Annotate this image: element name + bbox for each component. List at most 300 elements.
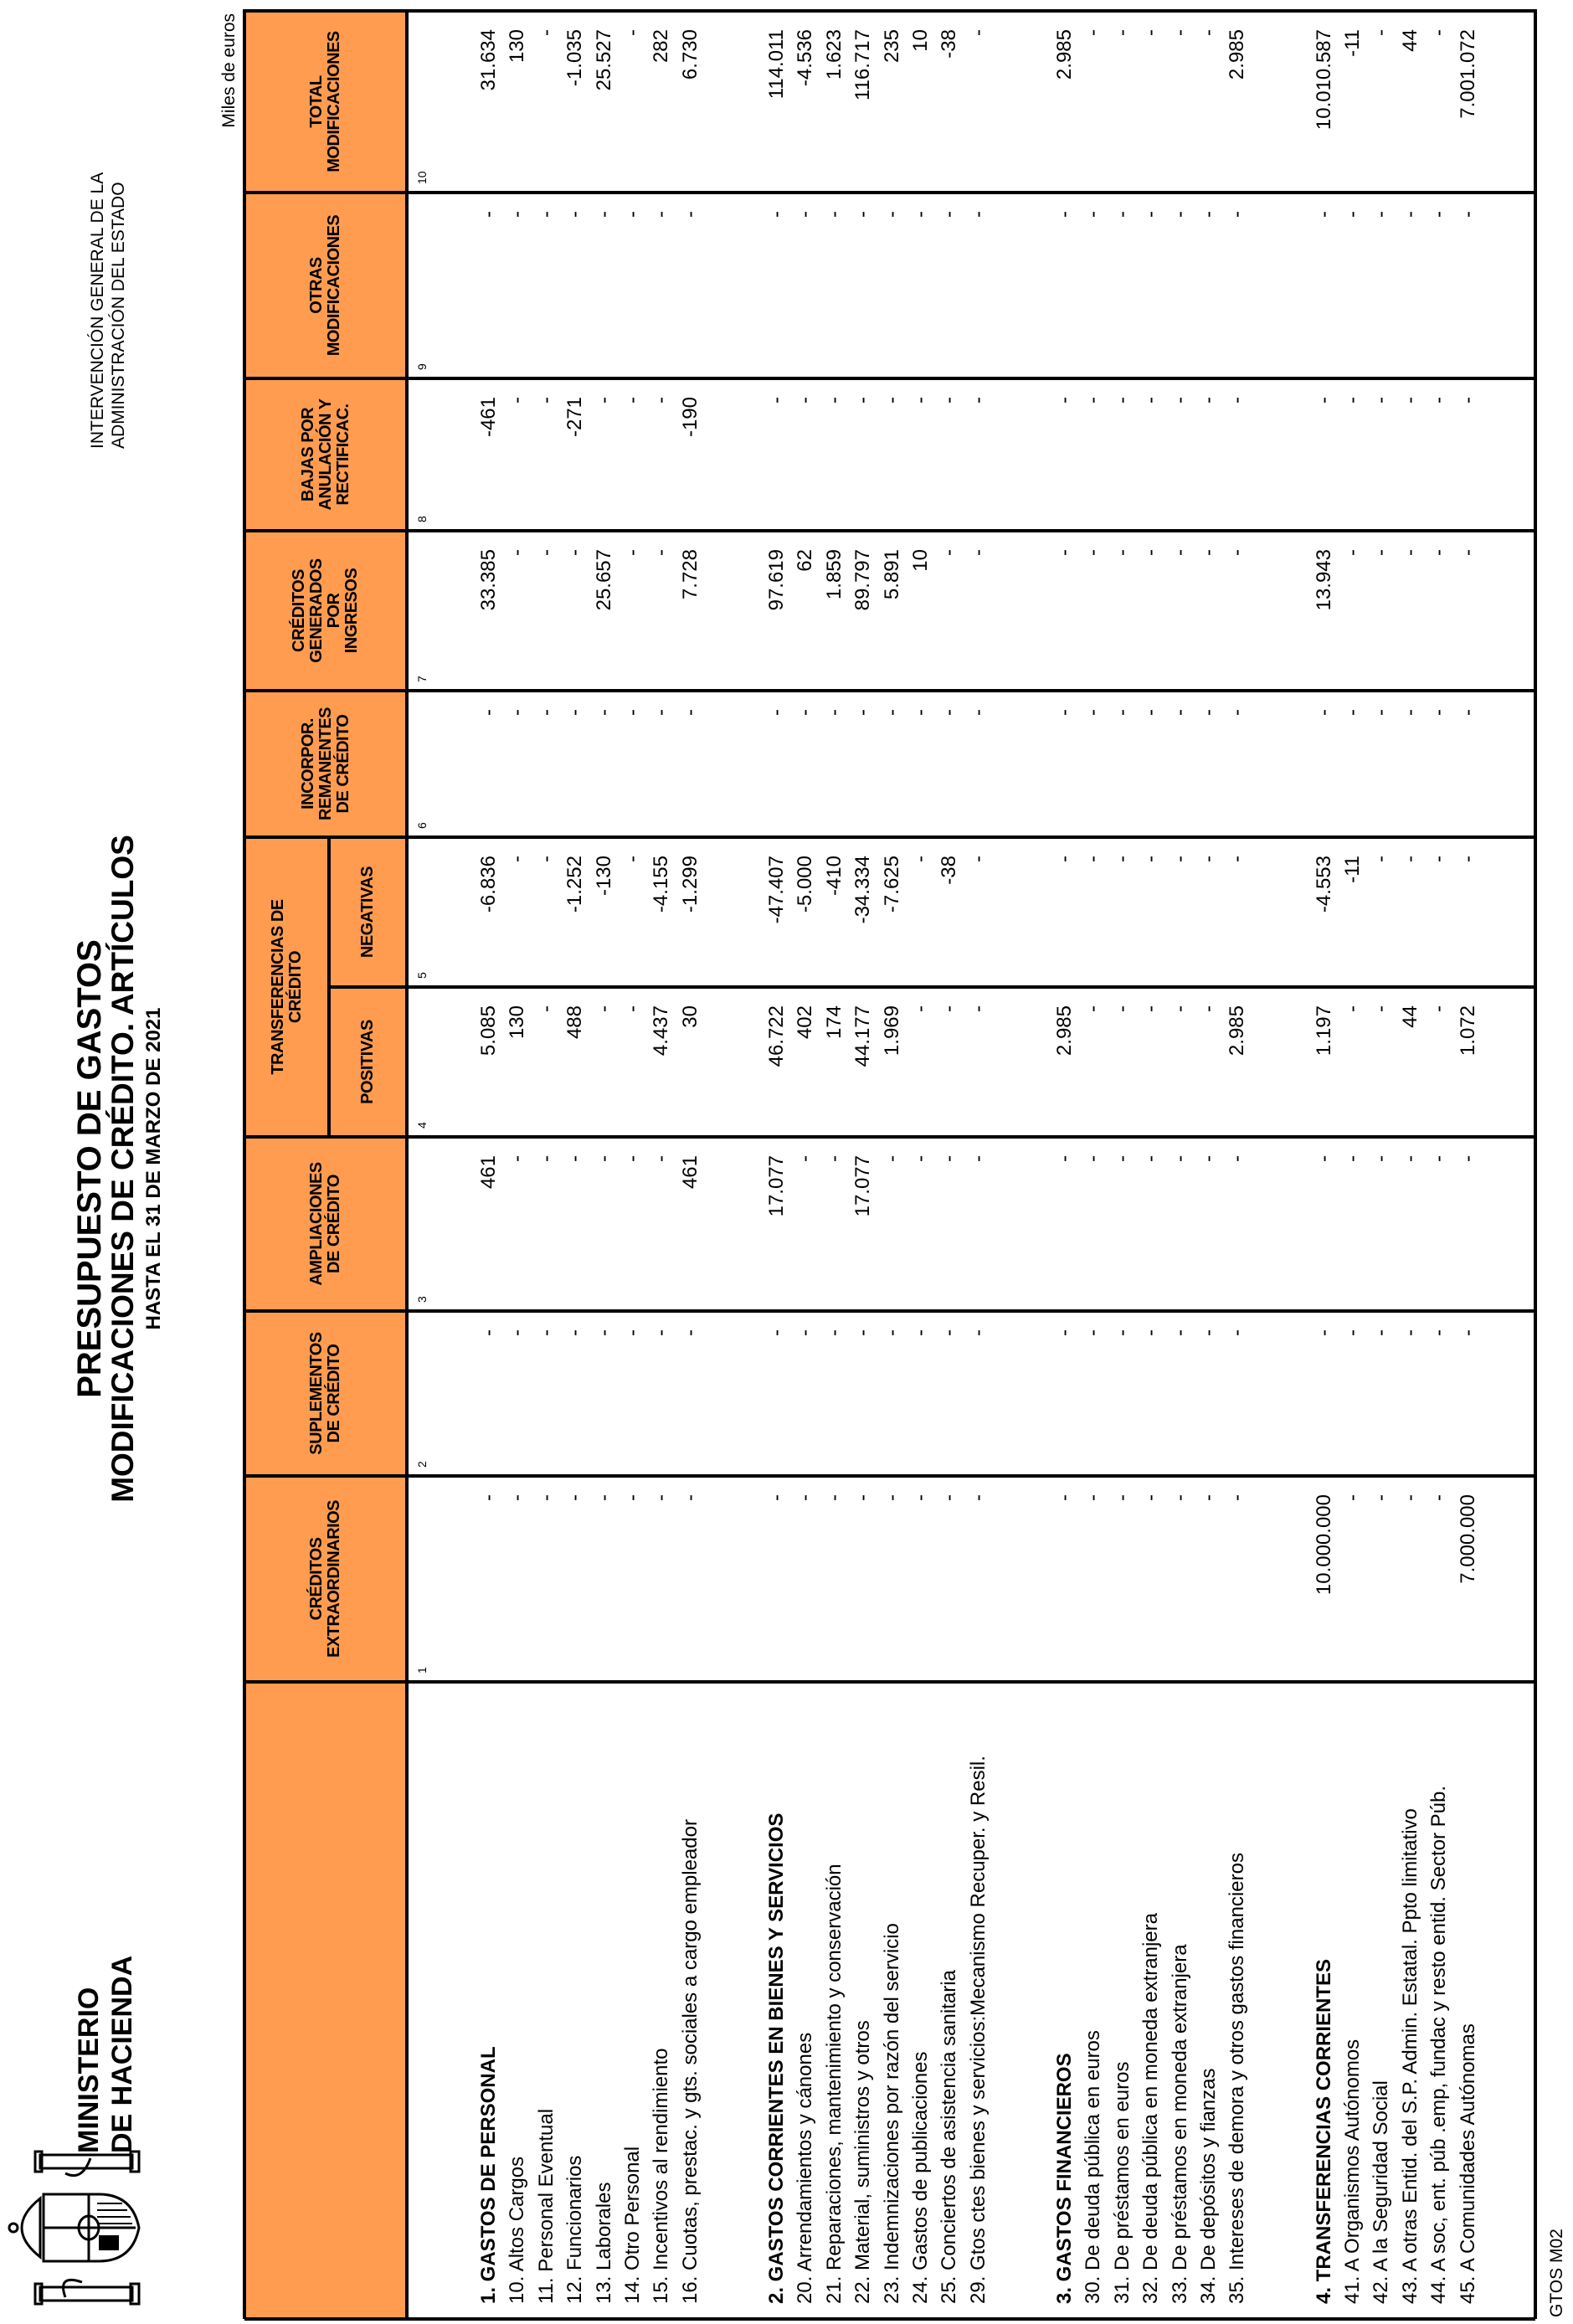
coat-of-arms-logo bbox=[7, 2148, 144, 2307]
column-divider bbox=[244, 377, 1535, 380]
row-label: 35. Intereses de demora y otros gastos financieros bbox=[1226, 1853, 1249, 2304]
cell-value: - bbox=[909, 1005, 932, 1012]
cell-value: 1.072 bbox=[1456, 1005, 1479, 1057]
row-label: 34. De depósitos y fianzas bbox=[1197, 2068, 1220, 2304]
cell-value: - bbox=[1168, 29, 1191, 36]
cell-value: - bbox=[1110, 1494, 1133, 1501]
cell-value: 31.634 bbox=[477, 29, 500, 91]
cell-value: - bbox=[938, 1329, 961, 1336]
cell-value: - bbox=[1053, 397, 1076, 404]
cell-value: - bbox=[1427, 1155, 1451, 1162]
column-header-text: MODIFICACIONES bbox=[325, 214, 343, 357]
cell-value: - bbox=[1082, 1155, 1105, 1162]
cell-value: 282 bbox=[650, 29, 673, 64]
report-subtitle: MODIFICACIONES DE CRÉDITO. ARTÍCULOS bbox=[105, 835, 140, 1503]
cell-value: - bbox=[1110, 709, 1133, 716]
row-label: 16. Cuotas, prestac. y gts. sociales a cargo empleador bbox=[678, 1819, 702, 2304]
cell-value: - bbox=[794, 211, 817, 218]
cell-value: - bbox=[650, 1494, 673, 1501]
table-top-border bbox=[243, 9, 246, 2319]
cell-value: - bbox=[909, 211, 932, 218]
row-label: 13. Laborales bbox=[592, 2182, 615, 2304]
column-header-text: TRANSFERENCIAS DE bbox=[268, 899, 287, 1075]
cell-value: - bbox=[966, 709, 990, 716]
column-divider bbox=[244, 2317, 1535, 2321]
column-header-text: REMANENTES bbox=[316, 707, 335, 821]
cell-value: - bbox=[1082, 1494, 1105, 1501]
cell-value: - bbox=[592, 1155, 615, 1162]
cell-value: - bbox=[822, 1155, 846, 1162]
column-header-text: TOTAL bbox=[307, 75, 326, 128]
cell-value: - bbox=[621, 549, 644, 556]
cell-value: - bbox=[477, 709, 500, 716]
cell-value: - bbox=[1110, 1155, 1133, 1162]
column-header-text: EXTRAORDINARIOS bbox=[325, 1499, 343, 1658]
agency-line-2: ADMINISTRACIÓN DEL ESTADO bbox=[109, 182, 128, 449]
column-header-text: POSITIVAS bbox=[358, 1020, 377, 1104]
cell-value: - bbox=[1082, 856, 1105, 862]
cell-value: - bbox=[1427, 29, 1451, 36]
cell-value: - bbox=[477, 211, 500, 218]
cell-value: - bbox=[1110, 397, 1133, 404]
cell-value: -6.836 bbox=[477, 856, 500, 913]
column-header-text: MODIFICACIONES bbox=[325, 31, 343, 172]
column-divider bbox=[244, 689, 1535, 692]
cell-value: - bbox=[650, 211, 673, 218]
cell-value: - bbox=[1110, 549, 1133, 556]
column-header-text: CRÉDITOS bbox=[290, 569, 308, 652]
column-header-text: POR bbox=[325, 593, 343, 629]
cell-value: 10.010.587 bbox=[1312, 29, 1335, 131]
cell-value: - bbox=[1456, 397, 1479, 404]
cell-value: - bbox=[1370, 1329, 1393, 1336]
cell-value: 2.985 bbox=[1226, 1005, 1249, 1057]
cell-value: - bbox=[1053, 549, 1076, 556]
cell-value: -11 bbox=[1341, 856, 1364, 883]
column-header-7 bbox=[244, 531, 407, 691]
column-header-text: OTRAS bbox=[307, 257, 326, 314]
cell-value: - bbox=[1110, 211, 1133, 218]
cell-value: - bbox=[1398, 1155, 1421, 1162]
cell-value: - bbox=[1398, 709, 1421, 716]
cell-value: - bbox=[1197, 709, 1220, 716]
column-divider bbox=[244, 1135, 1535, 1139]
cell-value: 114.011 bbox=[765, 29, 788, 100]
cell-value: - bbox=[621, 29, 644, 36]
row-label: 3. GASTOS FINANCIEROS bbox=[1053, 2053, 1076, 2304]
row-label: 14. Otro Personal bbox=[621, 2146, 644, 2304]
cell-value: 7.728 bbox=[678, 549, 702, 600]
cell-value: - bbox=[938, 397, 961, 404]
row-label: 2. GASTOS CORRIENTES EN BIENES Y SERVICIOS bbox=[765, 1812, 788, 2304]
cell-value: 46.722 bbox=[765, 1005, 788, 1067]
cell-value: - bbox=[506, 856, 529, 862]
cell-value: -47.407 bbox=[765, 856, 788, 924]
cell-value: - bbox=[534, 29, 558, 36]
column-number: 4 bbox=[415, 1122, 429, 1129]
cell-value: - bbox=[909, 1494, 932, 1501]
cell-value: - bbox=[534, 1005, 558, 1012]
column-divider bbox=[244, 9, 1535, 13]
cell-value: - bbox=[1456, 211, 1479, 218]
cell-value: - bbox=[1082, 1005, 1105, 1012]
cell-value: 6.730 bbox=[678, 29, 702, 80]
cell-value: - bbox=[1168, 1155, 1191, 1162]
cell-value: - bbox=[563, 1329, 587, 1336]
cell-value: - bbox=[1139, 856, 1163, 862]
cell-value: - bbox=[534, 856, 558, 862]
cell-value: - bbox=[534, 709, 558, 716]
cell-value: 1.969 bbox=[880, 1005, 903, 1057]
cell-value: -461 bbox=[477, 397, 500, 438]
cell-value: - bbox=[1168, 549, 1191, 556]
cell-value: 174 bbox=[822, 1005, 846, 1040]
cell-value: 2.985 bbox=[1053, 1005, 1076, 1057]
cell-value: - bbox=[1312, 1155, 1335, 1162]
cell-value: - bbox=[534, 1155, 558, 1162]
cell-value: - bbox=[621, 1005, 644, 1012]
cell-value: - bbox=[1197, 1494, 1220, 1501]
cell-value: - bbox=[1139, 397, 1163, 404]
cell-value: - bbox=[1341, 549, 1364, 556]
cell-value: - bbox=[909, 397, 932, 404]
cell-value: 13.943 bbox=[1312, 549, 1335, 611]
report-code: GTOS M02 bbox=[1547, 2229, 1566, 2317]
cell-value: - bbox=[851, 1494, 875, 1501]
cell-value: - bbox=[1456, 1155, 1479, 1162]
cell-value: - bbox=[506, 1155, 529, 1162]
cell-value: 1.859 bbox=[822, 549, 846, 600]
cell-value: 17.077 bbox=[765, 1155, 788, 1217]
cell-value: 2.985 bbox=[1226, 29, 1249, 80]
cell-value: 5.085 bbox=[477, 1005, 500, 1057]
row-label: 45. A Comunidades Autónomas bbox=[1456, 2023, 1479, 2304]
column-number: 2 bbox=[415, 1461, 429, 1468]
row-label: 4. TRANSFERENCIAS CORRIENTES bbox=[1312, 1958, 1335, 2304]
cell-value: - bbox=[1226, 211, 1249, 218]
column-header-1 bbox=[244, 1476, 407, 1682]
cell-value: - bbox=[851, 211, 875, 218]
row-label: 31. De préstamos en euros bbox=[1110, 2061, 1133, 2304]
cell-value: - bbox=[880, 1155, 903, 1162]
cell-value: - bbox=[1110, 856, 1133, 862]
cell-value: - bbox=[1312, 1329, 1335, 1336]
cell-value: - bbox=[1139, 1494, 1163, 1501]
cell-value: - bbox=[909, 709, 932, 716]
cell-value: - bbox=[592, 1329, 615, 1336]
cell-value: - bbox=[1082, 397, 1105, 404]
cell-value: 130 bbox=[506, 1005, 529, 1040]
column-header-text: SUPLEMENTOS bbox=[307, 1332, 326, 1455]
cell-value: - bbox=[1139, 1329, 1163, 1336]
cell-value: - bbox=[621, 1329, 644, 1336]
column-divider bbox=[244, 1309, 1535, 1313]
cell-value: 44 bbox=[1398, 1005, 1421, 1028]
cell-value: 461 bbox=[477, 1155, 500, 1190]
cell-value: 235 bbox=[880, 29, 903, 64]
cell-value: - bbox=[909, 1155, 932, 1162]
cell-value: -38 bbox=[938, 29, 961, 59]
row-label: 12. Funcionarios bbox=[563, 2155, 587, 2304]
cell-value: - bbox=[966, 549, 990, 556]
cell-value: - bbox=[966, 1155, 990, 1162]
column-header-text: BAJAS POR bbox=[298, 407, 317, 502]
cell-value: - bbox=[966, 397, 990, 404]
report-title: PRESUPUESTO DE GASTOS bbox=[71, 939, 108, 1398]
cell-value: - bbox=[851, 397, 875, 404]
cell-value: - bbox=[938, 709, 961, 716]
row-label: 42. A la Seguridad Social bbox=[1370, 2080, 1393, 2304]
cell-value: 116.717 bbox=[851, 29, 875, 100]
cell-value: -4.155 bbox=[650, 856, 673, 913]
cell-value: - bbox=[1197, 856, 1220, 862]
column-header-6 bbox=[244, 691, 407, 837]
cell-value: - bbox=[650, 1329, 673, 1336]
cell-value: - bbox=[506, 709, 529, 716]
cell-value: - bbox=[1082, 29, 1105, 36]
cell-value: - bbox=[592, 1005, 615, 1012]
cell-value: - bbox=[678, 1494, 702, 1501]
cell-value: - bbox=[765, 211, 788, 218]
column-header-8 bbox=[244, 378, 407, 531]
cell-value: - bbox=[938, 549, 961, 556]
column-divider bbox=[244, 191, 1535, 194]
cell-value: 25.657 bbox=[592, 549, 615, 611]
cell-value: - bbox=[794, 1329, 817, 1336]
row-label: 33. De préstamos en moneda extranjera bbox=[1168, 1944, 1191, 2304]
cell-value: - bbox=[1427, 709, 1451, 716]
column-divider bbox=[244, 1680, 1535, 1684]
column-header-3 bbox=[244, 1137, 407, 1311]
cell-value: - bbox=[966, 1005, 990, 1012]
cell-value: - bbox=[1341, 1494, 1364, 1501]
cell-value: - bbox=[1139, 1155, 1163, 1162]
cell-value: - bbox=[1370, 1005, 1393, 1012]
cell-value: 10 bbox=[909, 549, 932, 572]
row-label: 23. Indemnizaciones por razón del servicio bbox=[880, 1923, 903, 2304]
row-label: 30. De deuda pública en euros bbox=[1082, 2030, 1105, 2304]
cell-value: - bbox=[1427, 856, 1451, 862]
cell-value: 25.527 bbox=[592, 29, 615, 91]
cell-value: - bbox=[563, 549, 587, 556]
cell-value: - bbox=[822, 1494, 846, 1501]
cell-value: -34.334 bbox=[851, 856, 875, 924]
cell-value: 33.385 bbox=[477, 549, 500, 611]
column-number: 6 bbox=[415, 822, 429, 829]
agency-line-1: INTERVENCIÓN GENERAL DE LA bbox=[88, 172, 107, 449]
cell-value: - bbox=[1053, 1494, 1076, 1501]
cell-value: - bbox=[851, 709, 875, 716]
cell-value: - bbox=[1398, 856, 1421, 862]
cell-value: - bbox=[822, 1329, 846, 1336]
cell-value: -410 bbox=[822, 856, 846, 897]
cell-value: - bbox=[938, 1494, 961, 1501]
cell-value: - bbox=[966, 1494, 990, 1501]
cell-value: - bbox=[1168, 1494, 1191, 1501]
row-label: 10. Altos Cargos bbox=[506, 2156, 529, 2304]
cell-value: - bbox=[880, 211, 903, 218]
cell-value: - bbox=[794, 1155, 817, 1162]
column-header-text: DE CRÉDITO bbox=[325, 1175, 343, 1273]
column-header-text: DE CRÉDITO bbox=[333, 714, 352, 814]
cell-value: - bbox=[1226, 549, 1249, 556]
ministry-line-1: MINISTERIO bbox=[73, 1987, 105, 2153]
cell-value: - bbox=[592, 397, 615, 404]
column-header-10 bbox=[244, 11, 407, 193]
cell-value: -7.625 bbox=[880, 856, 903, 913]
cell-value: - bbox=[1053, 211, 1076, 218]
cell-value: 97.619 bbox=[765, 549, 788, 611]
cell-value: - bbox=[1398, 211, 1421, 218]
column-header-text: CRÉDITO bbox=[285, 950, 305, 1024]
cell-value: - bbox=[621, 1155, 644, 1162]
cell-value: - bbox=[1456, 856, 1479, 862]
cell-value: - bbox=[1427, 1329, 1451, 1336]
cell-value: - bbox=[1226, 1329, 1249, 1336]
row-label: 44. A soc, ent. púb .emp, fundac y resto entid. Sector Púb. bbox=[1427, 1785, 1451, 2304]
cell-value: - bbox=[1370, 29, 1393, 36]
ministry-name bbox=[72, 1956, 139, 2153]
cell-value: 2.985 bbox=[1053, 29, 1076, 80]
cell-value: - bbox=[621, 211, 644, 218]
cell-value: - bbox=[650, 709, 673, 716]
cell-value: - bbox=[1370, 1155, 1393, 1162]
cell-value: 1.623 bbox=[822, 29, 846, 80]
cell-value: 89.797 bbox=[851, 549, 875, 611]
column-header-text: AMPLIACIONES bbox=[307, 1162, 326, 1286]
cell-value: - bbox=[592, 1494, 615, 1501]
column-header-9 bbox=[244, 193, 407, 378]
cell-value: - bbox=[1226, 397, 1249, 404]
row-label: 24. Gastos de publicaciones bbox=[909, 2051, 932, 2304]
cell-value: - bbox=[765, 1494, 788, 1501]
cell-value: - bbox=[621, 1494, 644, 1501]
cell-value: - bbox=[563, 709, 587, 716]
cell-value: - bbox=[1226, 1494, 1249, 1501]
cell-value: - bbox=[966, 211, 990, 218]
cell-value: - bbox=[592, 211, 615, 218]
cell-value: - bbox=[1226, 709, 1249, 716]
row-label: 11. Personal Eventual bbox=[534, 2108, 558, 2304]
cell-value: - bbox=[1139, 549, 1163, 556]
cell-value: - bbox=[678, 709, 702, 716]
cell-value: - bbox=[1197, 1005, 1220, 1012]
cell-value: - bbox=[880, 1494, 903, 1501]
cell-value: - bbox=[1168, 211, 1191, 218]
column-header-text: INCORPOR. bbox=[298, 718, 317, 810]
cell-value: - bbox=[880, 1329, 903, 1336]
cell-value: - bbox=[534, 1494, 558, 1501]
cell-value: - bbox=[563, 1155, 587, 1162]
column-number: 10 bbox=[415, 171, 429, 184]
cell-value: 62 bbox=[794, 549, 817, 572]
column-number: 7 bbox=[415, 676, 429, 682]
cell-value: - bbox=[678, 211, 702, 218]
cell-value: - bbox=[1053, 1155, 1076, 1162]
cell-value: - bbox=[909, 856, 932, 862]
cell-value: - bbox=[506, 1329, 529, 1336]
cell-value: - bbox=[1427, 1494, 1451, 1501]
cell-value: -4.536 bbox=[794, 29, 817, 87]
cell-value: - bbox=[650, 1155, 673, 1162]
cell-value: - bbox=[1427, 397, 1451, 404]
cell-value: - bbox=[1197, 1155, 1220, 1162]
column-header-text: DE CRÉDITO bbox=[325, 1344, 343, 1443]
cell-value: - bbox=[1370, 549, 1393, 556]
cell-value: - bbox=[1341, 1329, 1364, 1336]
cell-value: - bbox=[1427, 549, 1451, 556]
cell-value: - bbox=[794, 397, 817, 404]
cell-value: - bbox=[1312, 397, 1335, 404]
column-header-5 bbox=[329, 837, 407, 987]
cell-value: - bbox=[1197, 397, 1220, 404]
cell-value: - bbox=[851, 1329, 875, 1336]
cell-value: - bbox=[1082, 549, 1105, 556]
cell-value: - bbox=[1053, 709, 1076, 716]
cell-value: 30 bbox=[678, 1005, 702, 1028]
column-header-text: CRÉDITOS bbox=[307, 1537, 326, 1621]
column-header-text: GENERADOS bbox=[307, 558, 326, 663]
cell-value: - bbox=[1456, 1329, 1479, 1336]
cell-value: - bbox=[1398, 397, 1421, 404]
cell-value: -11 bbox=[1341, 29, 1364, 57]
cell-value: -1.299 bbox=[678, 856, 702, 913]
column-divider bbox=[329, 985, 1535, 989]
cell-value: - bbox=[765, 1329, 788, 1336]
cell-value: 402 bbox=[794, 1005, 817, 1040]
cell-value: 1.197 bbox=[1312, 1005, 1335, 1057]
cell-value: - bbox=[1082, 709, 1105, 716]
cell-value: - bbox=[966, 29, 990, 36]
cell-value: - bbox=[1370, 709, 1393, 716]
cell-value: -38 bbox=[938, 856, 961, 885]
cell-value: - bbox=[621, 709, 644, 716]
cell-value: - bbox=[477, 1494, 500, 1501]
cell-value: - bbox=[477, 1329, 500, 1336]
cell-value: - bbox=[1226, 1155, 1249, 1162]
cell-value: - bbox=[1197, 1329, 1220, 1336]
cell-value: 5.891 bbox=[880, 549, 903, 600]
column-group-header-transferencias bbox=[244, 837, 329, 1137]
cell-value: - bbox=[1341, 1155, 1364, 1162]
cell-value: - bbox=[966, 856, 990, 862]
cell-value: - bbox=[506, 397, 529, 404]
cell-value: - bbox=[794, 1494, 817, 1501]
cell-value: 488 bbox=[563, 1005, 587, 1040]
row-label: 25. Conciertos de asistencia sanitaria bbox=[938, 1970, 961, 2304]
cell-value: -130 bbox=[592, 856, 615, 897]
cell-value: - bbox=[621, 856, 644, 862]
cell-value: - bbox=[1312, 709, 1335, 716]
cell-value: - bbox=[534, 397, 558, 404]
cell-value: - bbox=[1226, 856, 1249, 862]
column-number: 9 bbox=[415, 363, 429, 370]
cell-value: - bbox=[534, 211, 558, 218]
cell-value: 461 bbox=[678, 1155, 702, 1190]
cell-value: - bbox=[1456, 549, 1479, 556]
cell-value: 4.437 bbox=[650, 1005, 673, 1057]
cell-value: 44 bbox=[1398, 29, 1421, 52]
cell-value: 17.077 bbox=[851, 1155, 875, 1217]
cell-value: - bbox=[563, 211, 587, 218]
cell-value: - bbox=[1082, 1329, 1105, 1336]
cell-value: - bbox=[1168, 709, 1191, 716]
column-number: 8 bbox=[415, 516, 429, 522]
row-label: 21. Reparaciones, mantenimiento y conservación bbox=[822, 1864, 846, 2304]
cell-value: - bbox=[1110, 29, 1133, 36]
cell-value: - bbox=[765, 709, 788, 716]
cell-value: - bbox=[880, 709, 903, 716]
